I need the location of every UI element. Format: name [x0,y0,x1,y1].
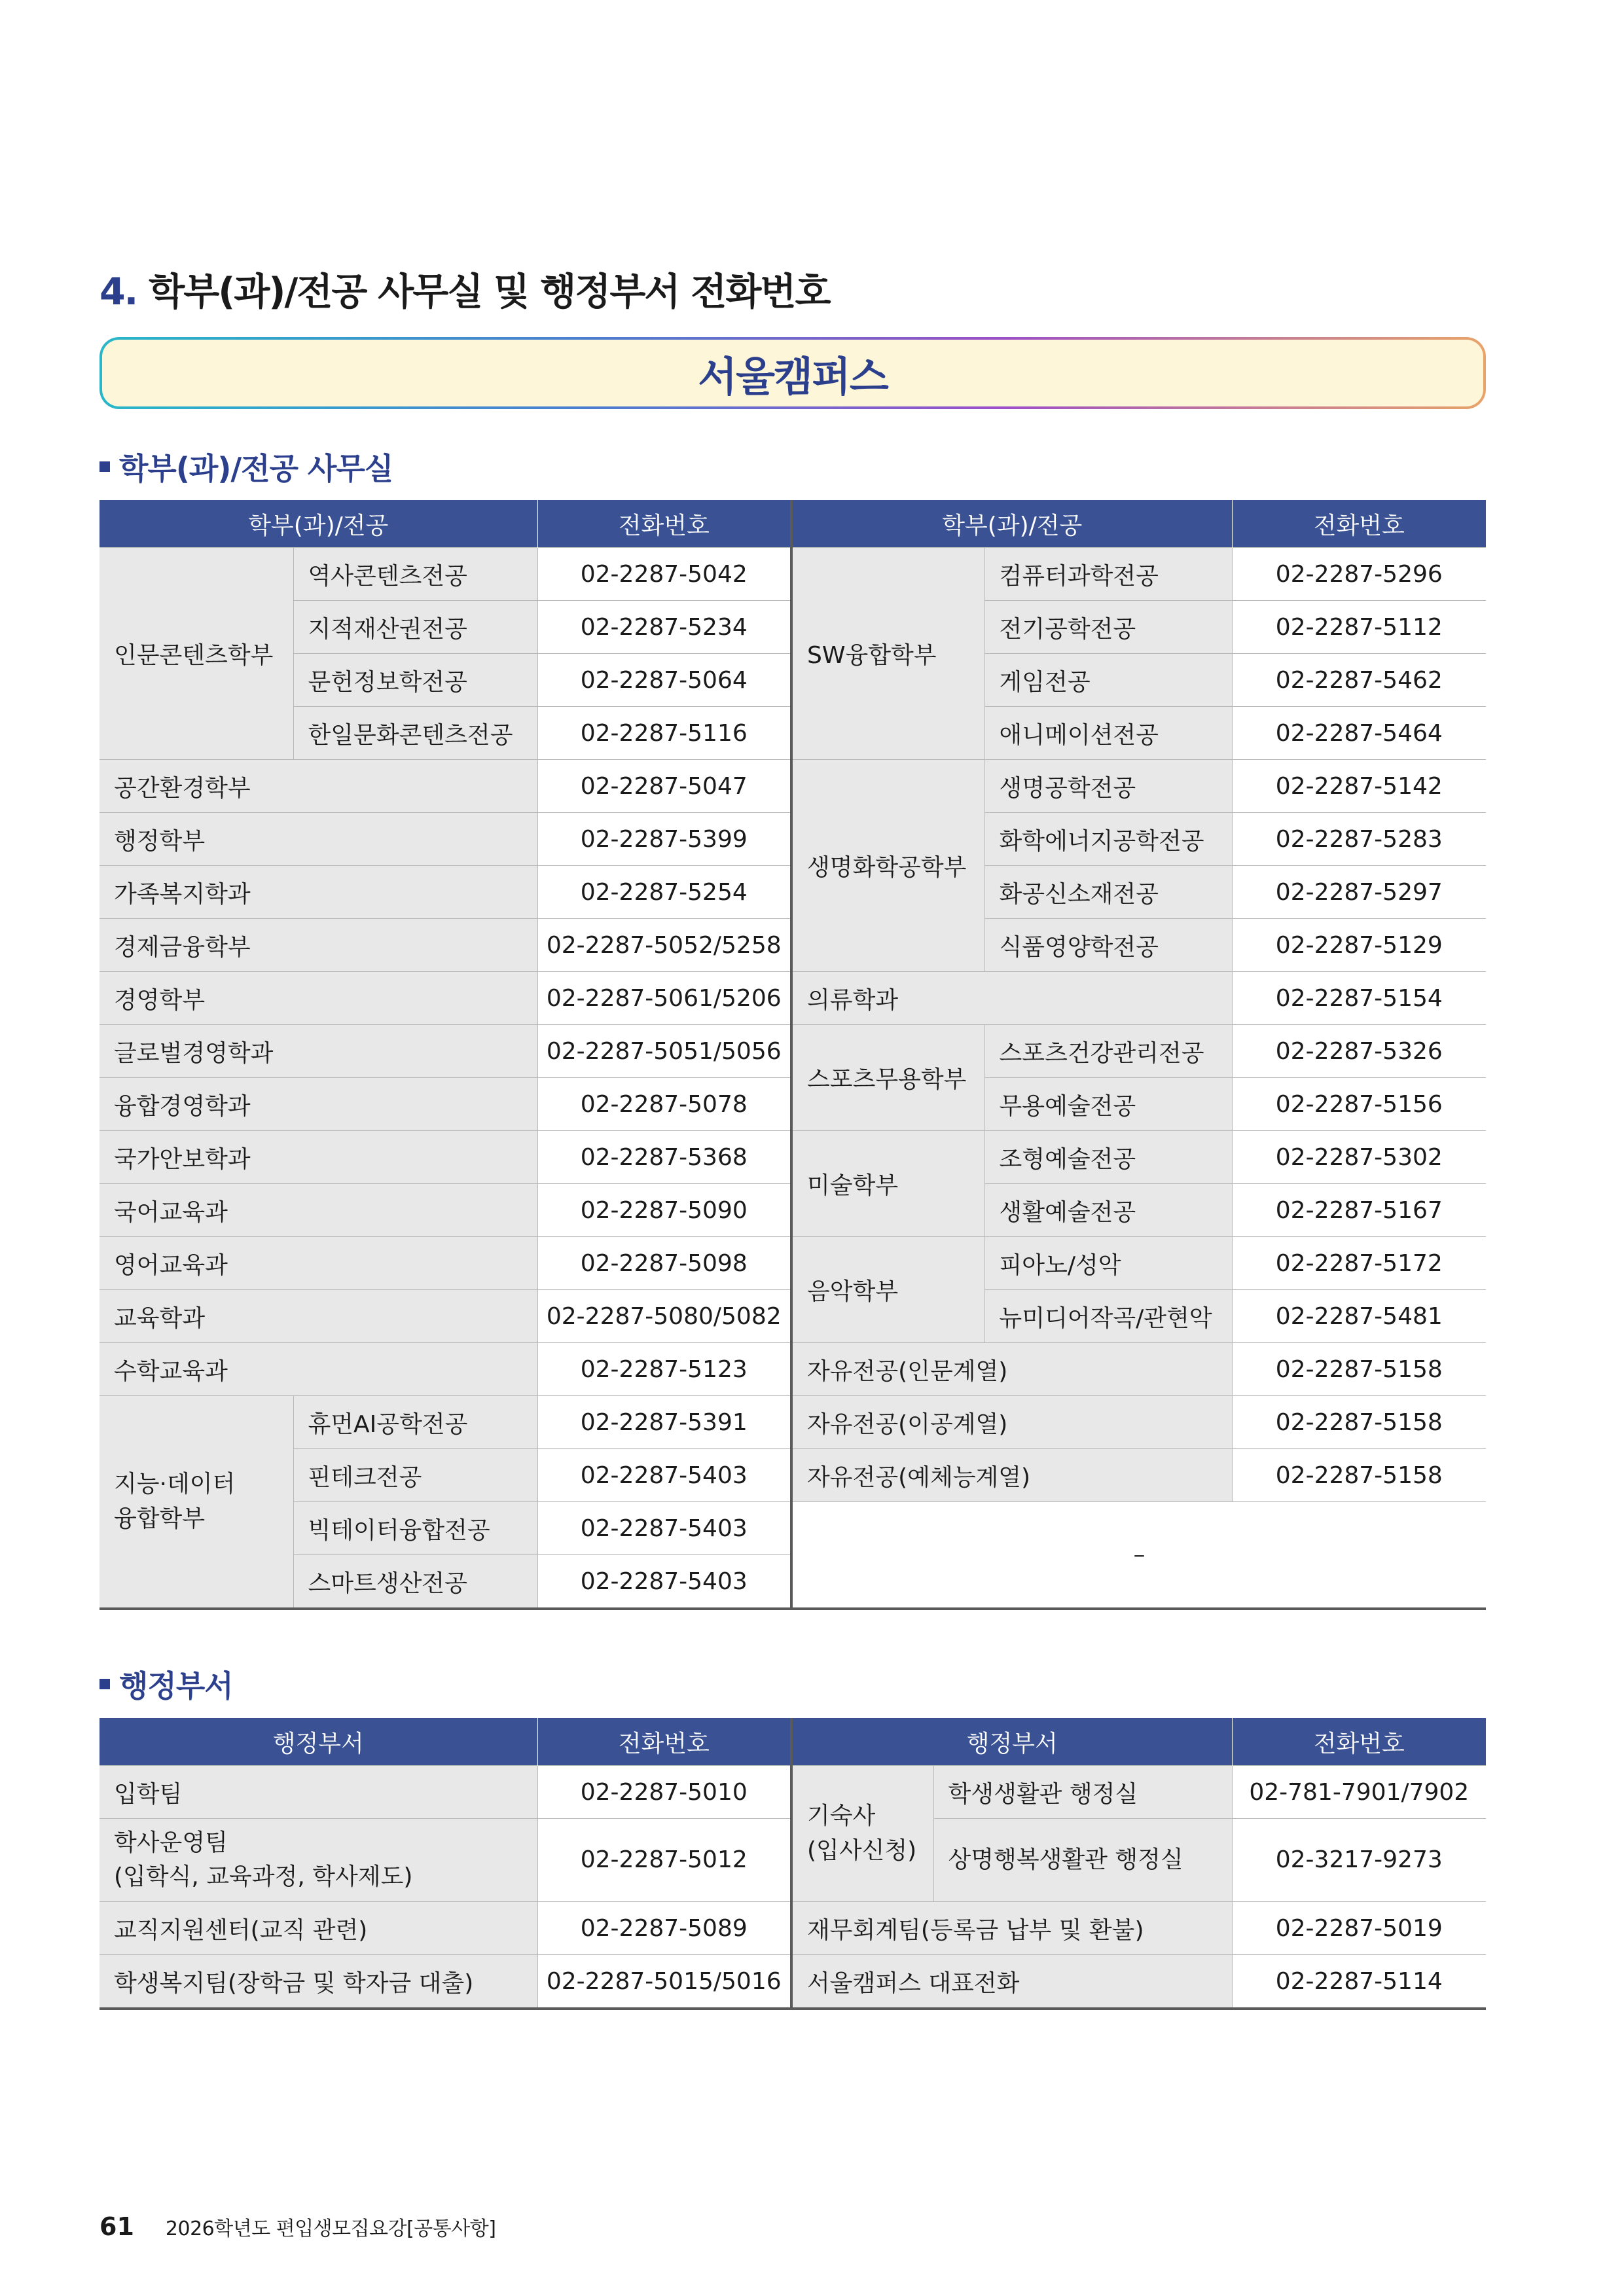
phone-cell: 02-2287-5326 [1232,1025,1486,1078]
group-cell [791,1766,933,1902]
dept-cell: 국가안보학과 [99,1131,537,1184]
phone-cell: 02-2287-5158 [1232,1449,1486,1502]
page-title [99,262,830,315]
campus-banner [99,337,1486,409]
page-number: 61 [99,2212,134,2241]
phone-cell: 02-2287-5296 [1232,548,1486,601]
document-title: 2026학년도 편입생모집요강[공통사항] [165,2217,496,2240]
phone-cell: 02-2287-5052/5258 [537,919,791,972]
phone-cell: 02-2287-5142 [1232,760,1486,813]
phone-cell: 02-2287-5123 [537,1343,791,1396]
phone-cell: 02-3217-9273 [1232,1819,1486,1902]
dept-cell: 수학교육과 [99,1343,537,1396]
dept-cell: 행정학부 [99,813,537,866]
major-cell: 피아노/성악 [984,1237,1232,1290]
table-row [99,1502,1486,1555]
major-cell: 휴먼AI공학전공 [293,1396,537,1449]
dept-cell: 영어교육과 [99,1237,537,1290]
office-cell: 상명행복생활관 행정실 [933,1819,1232,1902]
office-cell: 입학팀 [99,1766,537,1819]
major-cell: 화공신소재전공 [984,866,1232,919]
admin-section-heading [99,1662,233,1706]
table-row [99,1449,1486,1502]
admin-phone-table [99,1718,1486,2010]
phone-cell: 02-2287-5283 [1232,813,1486,866]
admin-section-heading-text: 행정부서 [119,1668,233,1704]
phone-cell: 02-2287-5481 [1232,1290,1486,1343]
major-cell: 생활예술전공 [984,1184,1232,1237]
major-cell: 핀테크전공 [293,1449,537,1502]
dept-cell: 경영학부 [99,972,537,1025]
table-row [99,1131,1486,1184]
phone-cell: 02-2287-5116 [537,707,791,760]
phone-cell: 02-2287-5010 [537,1766,791,1819]
header-admin: 행정부서 [99,1718,537,1766]
phone-cell: 02-2287-5051/5056 [537,1025,791,1078]
group-cell [99,1396,293,1609]
header-phone-right: 전화번호 [1232,1718,1486,1766]
header-phone: 전화번호 [537,500,791,548]
dept-cell: 공간환경학부 [99,760,537,813]
phone-cell: 02-2287-5015/5016 [537,1955,791,2009]
table-row [99,1955,1486,2009]
phone-cell: 02-2287-5090 [537,1184,791,1237]
dept-cell: 경제금융학부 [99,919,537,972]
phone-cell: 02-2287-5297 [1232,866,1486,919]
phone-cell: 02-2287-5154 [1232,972,1486,1025]
major-cell: 스포츠건강관리전공 [984,1025,1232,1078]
phone-cell: 02-2287-5254 [537,866,791,919]
dept-cell: 자유전공(예체능계열) [791,1449,1232,1502]
table-row [99,1237,1486,1290]
phone-cell: 02-2287-5464 [1232,707,1486,760]
section-number: 4. [99,270,137,314]
major-cell: 게임전공 [984,654,1232,707]
major-cell: 화학에너지공학전공 [984,813,1232,866]
table-row [99,760,1486,813]
square-bullet-icon [99,1679,110,1689]
major-cell: 무용예술전공 [984,1078,1232,1131]
page-footer [99,2212,496,2241]
phone-cell: 02-2287-5156 [1232,1078,1486,1131]
phone-cell: 02-2287-5302 [1232,1131,1486,1184]
dept-cell: 가족복지학과 [99,866,537,919]
phone-cell: 02-2287-5089 [537,1902,791,1955]
major-cell: 식품영양학전공 [984,919,1232,972]
phone-cell: 02-2287-5047 [537,760,791,813]
phone-cell: 02-2287-5114 [1232,1955,1486,2009]
dept-cell: 글로벌경영학과 [99,1025,537,1078]
header-admin-right: 행정부서 [791,1718,1232,1766]
dept-phone-table [99,500,1486,1610]
group-cell: 인문콘텐츠학부 [99,548,293,760]
group-cell: 미술학부 [791,1131,984,1237]
phone-cell: 02-2287-5012 [537,1819,791,1902]
phone-cell: 02-2287-5061/5206 [537,972,791,1025]
table-row [99,1025,1486,1078]
office-cell: 재무회계팀(등록금 납부 및 환불) [791,1902,1232,1955]
campus-banner-inner [102,340,1483,406]
office-cell: 서울캠퍼스 대표전화 [791,1955,1232,2009]
major-cell: 빅테이터융합전공 [293,1502,537,1555]
dept-cell: 국어교육과 [99,1184,537,1237]
header-dept-right: 학부(과)/전공 [791,500,1232,548]
table-row [99,1766,1486,1819]
group-label-line2: 융합학부 [114,1505,206,1532]
phone-cell: 02-2287-5078 [537,1078,791,1131]
phone-cell: 02-2287-5129 [1232,919,1486,972]
table-row [99,972,1486,1025]
office-label-line1: 학사운영팀 [114,1829,228,1856]
group-label-line1: 기숙사 [807,1803,876,1830]
office-cell: 학생생활관 행정실 [933,1766,1232,1819]
major-cell: 스마트생산전공 [293,1555,537,1609]
major-cell: 전기공학전공 [984,601,1232,654]
square-bullet-icon [99,461,110,472]
group-label-line1: 지능·데이터 [114,1471,236,1498]
phone-cell: 02-2287-5368 [537,1131,791,1184]
phone-cell: 02-2287-5158 [1232,1396,1486,1449]
group-cell: 음악학부 [791,1237,984,1343]
major-cell: 조형예술전공 [984,1131,1232,1184]
phone-cell: 02-2287-5234 [537,601,791,654]
phone-cell: 02-2287-5172 [1232,1237,1486,1290]
phone-cell: 02-2287-5064 [537,654,791,707]
campus-banner-text: 서울캠퍼스 [698,352,888,401]
table-row [99,1902,1486,1955]
office-cell: 학생복지팀(장학금 및 학자금 대출) [99,1955,537,2009]
header-dept: 학부(과)/전공 [99,500,537,548]
group-cell: 생명화학공학부 [791,760,984,972]
phone-cell: 02-2287-5167 [1232,1184,1486,1237]
phone-cell: 02-2287-5462 [1232,654,1486,707]
phone-cell: 02-2287-5403 [537,1502,791,1555]
phone-cell: 02-2287-5399 [537,813,791,866]
dept-cell: 융합경영학과 [99,1078,537,1131]
major-cell: 문헌정보학전공 [293,654,537,707]
admin-table-header-row [99,1718,1486,1766]
dept-cell: 자유전공(인문계열) [791,1343,1232,1396]
dept-cell: 교육학과 [99,1290,537,1343]
dept-cell: 자유전공(이공계열) [791,1396,1232,1449]
empty-cell: – [791,1502,1486,1609]
table-row [99,1396,1486,1449]
header-phone: 전화번호 [537,1718,791,1766]
major-cell: 한일문화콘텐츠전공 [293,707,537,760]
dept-section-heading-text: 학부(과)/전공 사무실 [119,451,393,486]
group-cell: SW융합학부 [791,548,984,760]
office-cell: 교직지원센터(교직 관련) [99,1902,537,1955]
dept-section-heading [99,445,393,488]
section-title: 학부(과)/전공 사무실 및 행정부서 전화번호 [149,270,830,314]
major-cell: 생명공학전공 [984,760,1232,813]
table-row [99,548,1486,601]
phone-cell: 02-2287-5403 [537,1449,791,1502]
major-cell: 애니메이션전공 [984,707,1232,760]
dept-table-header-row [99,500,1486,548]
group-label-line2: (입사신청) [807,1837,917,1864]
group-cell: 스포츠무용학부 [791,1025,984,1131]
phone-cell: 02-2287-5019 [1232,1902,1486,1955]
phone-cell: 02-2287-5112 [1232,601,1486,654]
header-phone-right: 전화번호 [1232,500,1486,548]
phone-cell: 02-2287-5391 [537,1396,791,1449]
phone-cell: 02-2287-5158 [1232,1343,1486,1396]
phone-cell: 02-2287-5403 [537,1555,791,1609]
office-cell [99,1819,537,1902]
phone-cell: 02-2287-5042 [537,548,791,601]
office-label-line2: (입학식, 교육과정, 학사제도) [114,1863,413,1890]
phone-cell: 02-2287-5098 [537,1237,791,1290]
major-cell: 컴퓨터과학전공 [984,548,1232,601]
dept-cell: 의류학과 [791,972,1232,1025]
phone-cell: 02-781-7901/7902 [1232,1766,1486,1819]
major-cell: 역사콘텐츠전공 [293,548,537,601]
phone-cell: 02-2287-5080/5082 [537,1290,791,1343]
major-cell: 지적재산권전공 [293,601,537,654]
major-cell: 뉴미디어작곡/관현악 [984,1290,1232,1343]
table-row [99,1343,1486,1396]
